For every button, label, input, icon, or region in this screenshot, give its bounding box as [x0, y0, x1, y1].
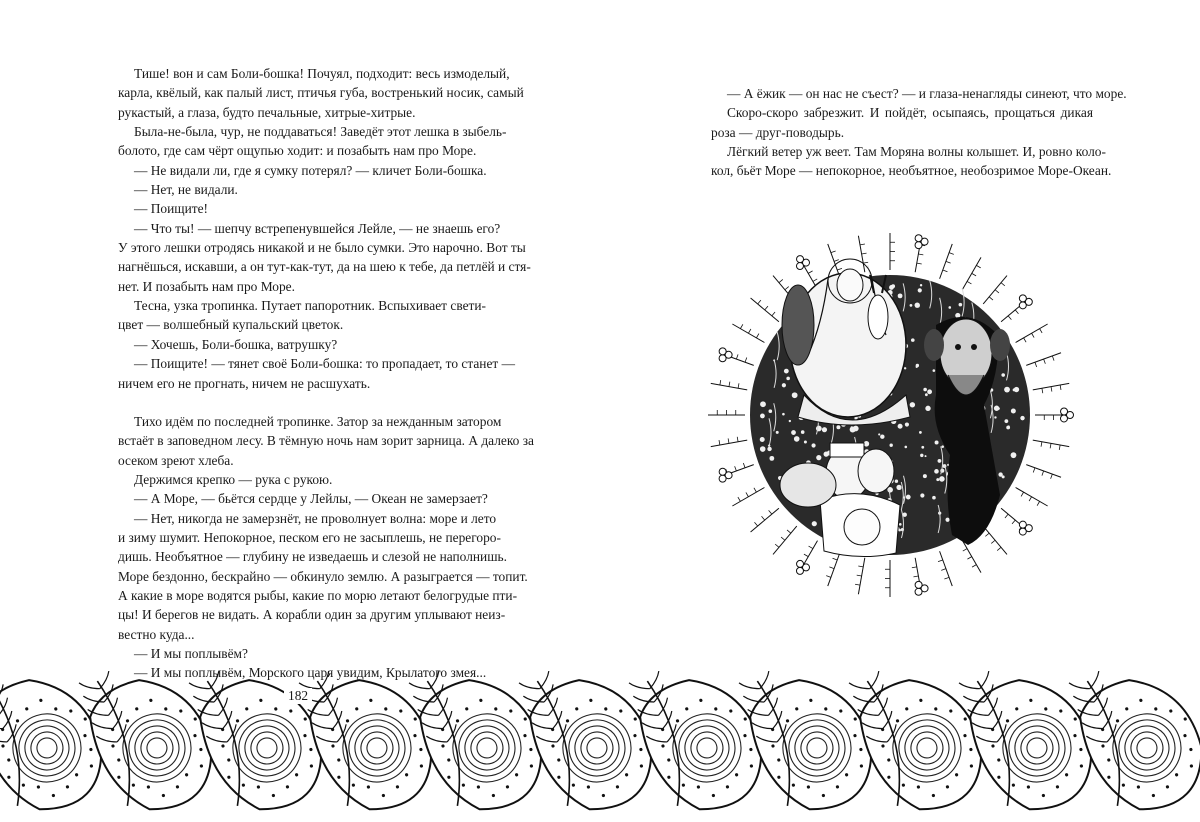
fern-spiral-motif	[1066, 668, 1200, 822]
text-line: Держимся крепко — рука с рукою.	[134, 471, 333, 487]
text-line: карла, квёлый, как палый лист, птичья губа, востренький носик, самый	[118, 85, 524, 101]
text-line: встаёт в заповедном лесу. В тёмную ночь нам зорит зарница. А далеко за	[118, 433, 534, 449]
text-line: — Поищите!	[134, 201, 209, 217]
ornamental-border	[0, 668, 1200, 822]
text-line: осеком зреют хлеба.	[118, 452, 234, 468]
text-line: — Что ты! — шепчу встрепенувшейся Лейле, — не знаешь его?	[134, 220, 501, 236]
text-line: Лёгкий ветер уж веет. Там Моряна волны колышет. И, ровно коло-	[727, 144, 1106, 160]
text-line: — А Море, — бьётся сердце у Лейлы, — Океан не замерзает?	[134, 491, 488, 507]
text-line: — И мы поплывём, Морского царя увидим, Крылатого змея...	[134, 665, 487, 681]
text-line: кол, бьёт Море — непокорное, необъятное, необозримое Море-Океан.	[711, 163, 1112, 179]
circular-illustration	[700, 205, 1080, 605]
text-line: ничем его не прогнать, ничем не расшухать.	[118, 375, 371, 391]
fern-spiral-motif	[76, 668, 226, 822]
text-line: — А ёжик — он нас не съест? — и глаза-ненагляды синеют, что море.	[727, 86, 1127, 101]
text-line: вестно куда...	[118, 626, 195, 642]
text-line: болото, где сам чёрт ощупью ходит: и позабыть нам про Море.	[118, 143, 477, 159]
text-line: — Нет, никогда не замерзнёт, не проволнует волна: море и лето	[134, 510, 497, 526]
right-page-text	[711, 84, 1127, 181]
text-line: Тише! вон и сам Боли-бошка! Почуял, подходит: весь измоделый,	[134, 66, 510, 81]
text-line: нагнёшься, искавши, а он тут-как-тут, да на шею к тебе, да петлёй и стя-	[118, 259, 531, 275]
text-line: — Хочешь, Боли-бошка, ватрушку?	[134, 336, 338, 352]
text-line: цвет — волшебный купальский цветок.	[118, 317, 344, 333]
fern-spiral-motif	[956, 668, 1106, 822]
fern-spiral-motif	[736, 668, 886, 822]
fern-spiral-motif	[296, 668, 446, 822]
text-line: дишь. Необъятное — глубину не изведаешь и слезой не наполнишь.	[118, 549, 507, 565]
paragraph-gap	[118, 393, 486, 412]
fern-spiral-motif	[186, 668, 336, 822]
fern-spiral-motif	[846, 668, 996, 822]
text-line: и зиму шумит. Непокорное, песком его не засыплешь, не перегоро-	[118, 529, 501, 545]
fern-spiral-motif	[516, 668, 666, 822]
text-line: — Нет, не видали.	[134, 182, 238, 198]
text-line: Скоро-скоро забрезжит. И пойдёт, осыпаясь, прощаться дикая	[727, 105, 1093, 121]
page-number: 182	[284, 688, 312, 704]
text-line: — Не видали ли, где я сумку потерял? — кличет Боли-бошка.	[134, 162, 487, 178]
text-line: — И мы поплывём?	[134, 645, 248, 661]
text-line: А какие в море водятся рыбы, какие по морю летают белогрудые пти-	[118, 587, 518, 603]
text-line: Море бездонно, бескрайно — обкинуло землю. А разыграется — топит.	[118, 568, 528, 584]
text-line: роза — друг-поводырь.	[711, 124, 845, 140]
text-line: рукастый, а глаза, будто печальные, хитрые-хитрые.	[118, 104, 416, 120]
fern-spiral-motif	[626, 668, 776, 822]
text-line: Была-не-была, чур, не поддаваться! Заведёт этот лешка в зыбель-	[134, 124, 507, 140]
fern-spiral-motif	[406, 668, 556, 822]
left-page-text	[118, 64, 534, 683]
text-line: — Поищите! — тянет своё Боли-бошка: то пропадает, то станет —	[134, 356, 515, 372]
text-line: У этого лешки отродясь никакой и не было сумки. Это нарочно. Вот ты	[118, 240, 526, 256]
text-line: Тихо идём по последней тропинке. Затор за нежданным затором	[134, 413, 502, 429]
text-line: цы! И берегов не видать. А корабли один за другим уплывают неиз-	[118, 607, 506, 623]
text-line: Тесна, узка тропинка. Путает папоротник. Вспыхивает свети-	[134, 298, 486, 314]
text-line: нет. И позабыть нам про Море.	[118, 278, 295, 294]
